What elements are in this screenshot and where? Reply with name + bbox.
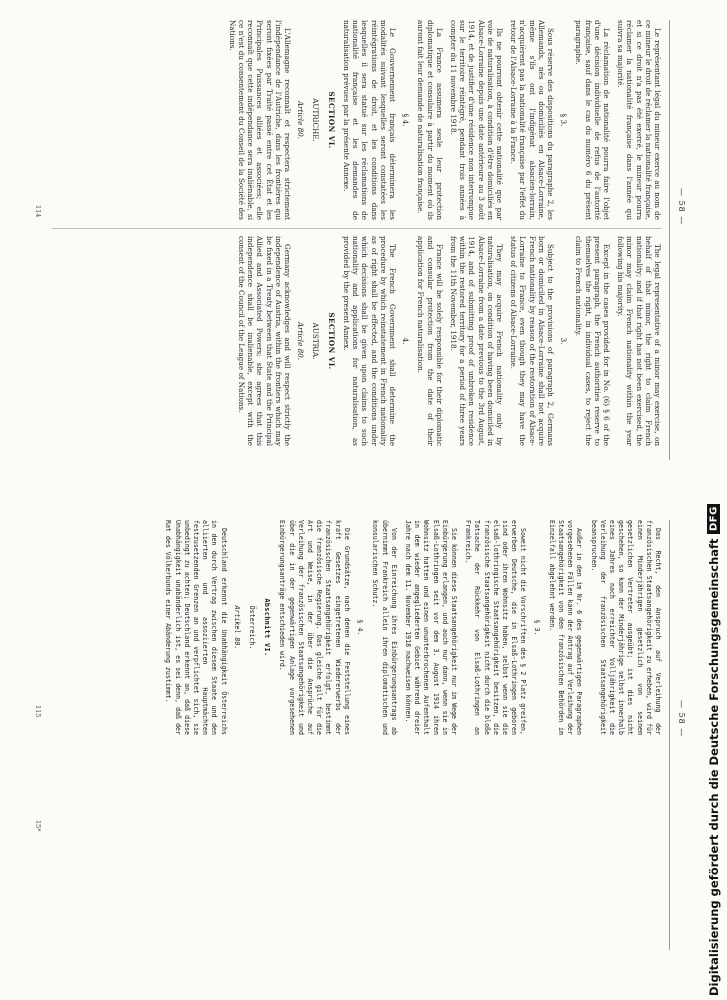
section-heading: Article 80. <box>296 100 306 140</box>
right-header-rule <box>669 520 670 950</box>
paragraph: La France assumera seule leur protection diplomatique et consulaire à partir du moment où ils auront fait leur demande de naturalisation française. <box>416 20 444 220</box>
paragraph: Deutschland erkennt die Unabhängigkeit Österreichs in den durch Vertrag zwischen diesem Staate und den alliierten und assoziierten Hauptmächten festzusetzenden Grenzen an und verpflichtet sich, sie unbedingt zu achten; Deutschland erkennt an, daß diese Unabhängigkeit unabänderlich ist, es sei denn, daß der Rat des Völkerbunds einer Abänderung zustimmt. <box>164 520 228 735</box>
paragraph: Subject to the provisions of paragraph 2, Germans born or domiciled in Alsace-Lorraine shall not acquire French nationality by reason of the restoration of Alsace-Lorraine to France, even though they may have the status of citizens of Alsace-Lorraine. <box>509 236 555 446</box>
paragraph: Soweit nicht die Vorschriften des § 2 Platz greifen, erwerben Deutsche, die in Elsaß-Lothringen geboren sind oder ihren Wohnsitz haben, selbst wenn sie die elsaß-lothringische Staatsangehörigkeit besitzen, die französische Staatsangehörigkeit nicht durch die bloße Tatsache der Rückkehr von Elsaß-Lothringen an Frankreich. <box>464 520 528 735</box>
section-heading: SECTION VI. <box>326 91 336 149</box>
section-heading: § 3. <box>532 619 541 636</box>
paragraph: Sous réserve des dispositions du paragraphe 2, les Allemands, nés ou domiciliés en Alsace-Lorraine, même s'ils ont l'indigénat alsacien-lorrain, n'acquièrent pas la nationalité française par l'effet du retour de l'Alsace-Lorraine à la France. <box>509 20 555 220</box>
section-heading: Article 80. <box>296 321 306 361</box>
paragraph: They may acquire French nationality only by naturalisation, on condition of having been domiciled in Alsace-Lorraine from a date previous to the 3rd August, 1914, and of submitting proof of unbroken residence within the restored territory for a period of three years from the 11th November, 1918. <box>448 236 504 446</box>
dfg-logo: DFG <box>708 504 721 535</box>
section-heading: § 3. <box>559 113 569 127</box>
paragraph: Sie können diese Staatsangehörigkeit nur im Wege der Einbürgerung erlangen, und auch nur dann, wenn sie in Elsaß-Lothringen seit vor dem 3. August 1914 ihren Wohnsitz hatten und einen ununterbrochenen Aufenthalt in dem wieder angegliederten Gebiet während dreier Jahre nach dem 11. November 1918 nachweisen können. <box>403 520 458 735</box>
right-running-head: — 58 — <box>677 700 686 738</box>
left-running-head: — 58 — <box>677 188 686 226</box>
section-heading: SECTION VI. <box>326 312 336 370</box>
paragraph: Le représentant légal du mineur exerce au nom de ce mineur le droit de réclamer la nationalité française, et si ce droit n'a pas été exercé, le mineur pourra réclamer la nationalité française dans l'année qui suivra sa majorité. <box>616 20 662 220</box>
rotated-page-content <box>12 0 692 1000</box>
paragraph: Germany acknowledges and will respect strictly the independence of Austria, within the frontiers which may be fixed in a Treaty between that State and the Principal Allied and Associated Powers; she agrees that this independence shall be inalienable, except with the consent of the Council of the League of Nations. <box>237 236 293 446</box>
credit-text: Digitalisierung gefördert durch die Deutsche Forschungsgemeinschaft <box>707 538 721 996</box>
section-heading: 3. <box>559 337 569 345</box>
paragraph: Die Grundsätze, nach denen die Feststellung eines kraft Gesetzes eingetretenen Wiedererwerbs der französischen Staatsangehörigkeit erfolgt, bestimmt die französische Regierung. Das gleiche gilt für die Art und Weise, in der über die Ansprüche auf Verleihung der französischen Staatsangehörigkeit und über die in der gegenwärtigen Anlage vorgesehenen Einbürgerungsanträge entschieden wird. <box>278 520 351 735</box>
paragraph: La réclamation de nationalité pourra faire l'objet d'une décision individuelle de refus de l'autorité française, sauf dans le cas du numéro 6 du présent paragraphe. <box>574 20 611 220</box>
paragraph: L'Allemagne reconnaît et respectera strictement l'indépendance de l'Autriche, dans les frontières qui seront fixées par Traité passé entre cet État et les Principales Puissances alliées et associées; elle reconnaît que cette indépendance sera inaliénable, si ce n'est du consentement du Conseil de la Société des Nations. <box>227 20 293 220</box>
right-folio: 115 <box>34 705 42 718</box>
section-heading: Abschnitt VI. <box>263 598 272 657</box>
section-heading: 4. <box>401 337 411 345</box>
left-column-divider <box>52 228 662 229</box>
dfg-credit-strip <box>703 4 725 996</box>
section-heading: § 4. <box>356 619 365 636</box>
section-heading: Österreich. <box>248 605 257 650</box>
paragraph: Le Gouvernement français déterminera les modalités suivant lesquelles seront constatées les réintégrations de droit, et les conditions dans lesquelles il sera statué sur les réclamations de nationalité française et les demandes de naturalisation prévues par la présente Annexe. <box>341 20 397 220</box>
paragraph: Ils ne pourront obtenir cette nationalité que par voie de naturalisation, à condition d'être domiciliés en Alsace-Lorraine depuis une date antérieure au 3 août 1914, et de justifier d'une résidence non interrompue sur le territoire réintégré, pendant trois années à compter du 11 novembre 1918. <box>448 20 504 220</box>
paragraph: The French Government shall determine the procedure by which reinstatement in French nationality as of right shall be effected, and the conditions under which decisions shall be given upon claims to such nationality and applications for naturalisation, as provided by the present Annex. <box>341 236 397 446</box>
section-heading: Artikel 80. <box>232 605 241 650</box>
signature-mark: 15* <box>34 820 42 832</box>
left-header-rule <box>669 20 670 460</box>
section-heading: AUTRICHE. <box>311 98 321 142</box>
left-english-column <box>42 236 662 446</box>
paragraph: Von der Einreichung ihres Einbürgerungsantrags ab übernimmt Frankreich allein ihren diplomatischen und konsularischen Schutz. <box>371 520 398 735</box>
paragraph: Das Recht, den Anspruch auf Verleihung der französischen Staatsangehörigkeit zu erheben, wird für einen Minderjährigen gesetzlich von seinem gesetzlichen Vertreter ausgeübt; ist dies nicht geschehen, so kann der Minderjährige selbst innerhalb eines Jahres nach erreichter Volljährigkeit die Verleihung der französischen Staatsangehörigkeit beanspruchen. <box>589 520 662 735</box>
paragraph: Except in the cases provided for in No. (6) § 6 of the present paragraph, the French authorities reserve to themselves the right, in individual cases, to reject the claim to French nationality. <box>574 236 611 446</box>
right-german-column <box>42 520 662 735</box>
paragraph: Außer in den im Nr. 6 des gegenwärtigen Paragraphen vorgesehenen Fällen kann der Antrag auf Verleihung der Staatsangehörigkeit von den französischen Behörden im Einzelfall abgelehnt werden. <box>547 520 584 735</box>
left-folio: 114 <box>34 205 42 218</box>
paragraph: The legal representative of a minor may exercise, on behalf of that minor, the right to claim French nationality; and if that right has not been exercised, the minor may claim French nationality within the year following his majority. <box>616 236 662 446</box>
paragraph: France will be solely responsible for their diplomatic and consular protection from the date of their application for French naturalisation. <box>416 236 444 446</box>
left-french-column <box>42 20 662 220</box>
section-heading: AUSTRIA. <box>311 322 321 360</box>
section-heading: § 4. <box>401 113 411 127</box>
